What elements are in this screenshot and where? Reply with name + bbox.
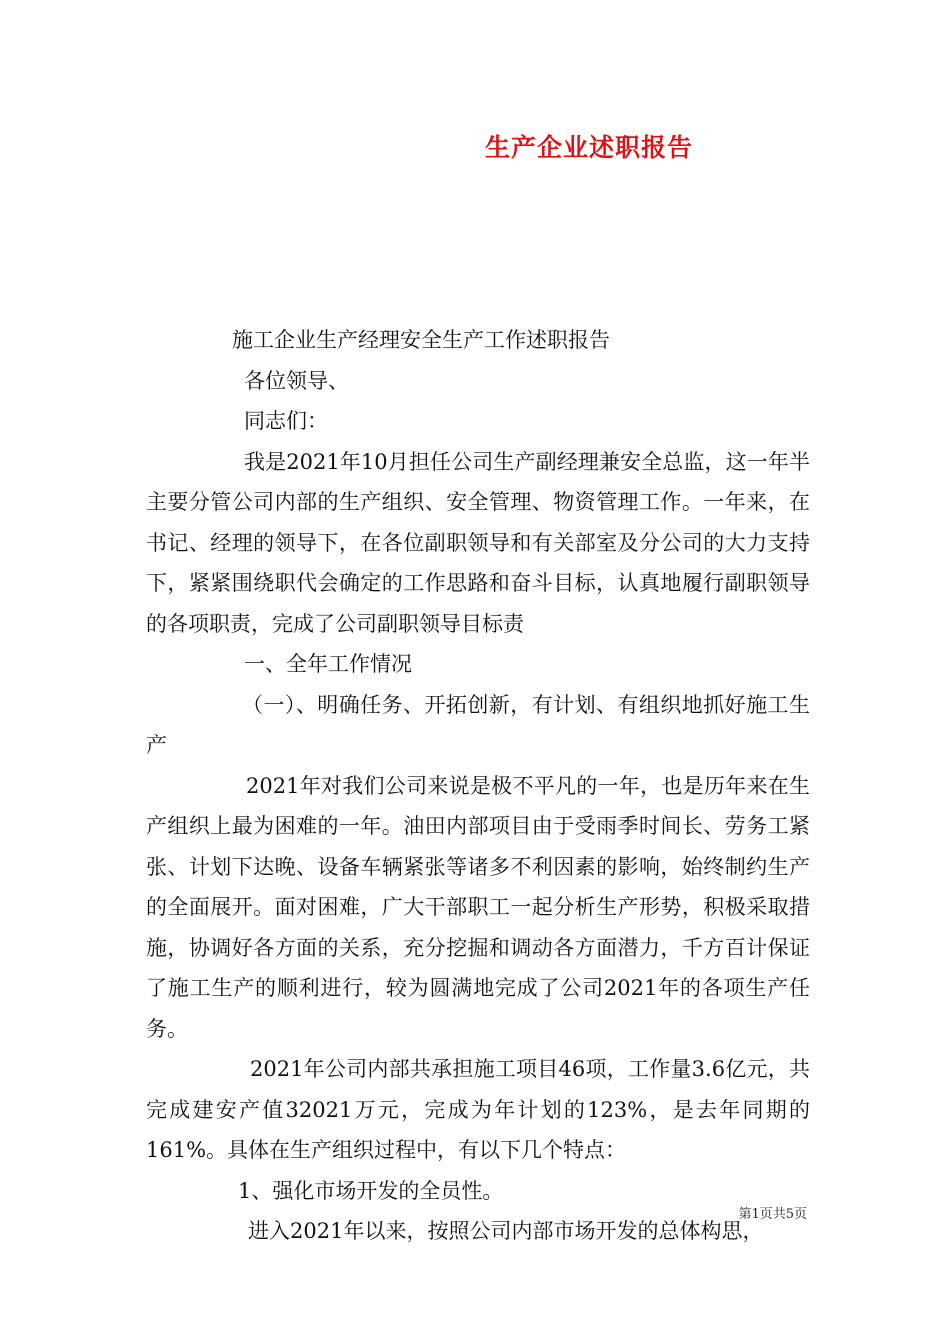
report-subtitle: 施工企业生产经理安全生产工作述职报告	[232, 328, 610, 352]
page-number-footer: 第1页共5页	[738, 1207, 807, 1222]
paragraph-2021-overview: 2021年对我们公司来说是极不平凡的一年，也是历年来在生产组织上最为困难的一年。油田内部项目由于受雨季时间长、劳务工紧张、计划下达晚、设备车辆紧张等诸多不利因素的影响，始终制约生产的全面展开。面对困难，广大干部职工一起分析生产形势，积极采取措施，协调好各方面的关系，充分挖掘和调动各方面潜力，千方百计保证了施工生产的顺利进行，较为圆满地完成了公司2021年的各项生产任务。	[146, 773, 810, 1041]
document-title: 生产企业述职报告	[484, 133, 693, 162]
paragraph-2021-stats: 2021年公司内部共承担施工项目46项，工作量3.6亿元，共完成建安产值32021万元，完成为年计划的123%，是去年同期的161%。具体在生产组织过程中，有以下几个特点：	[146, 1057, 810, 1162]
section-heading-1: 一、全年工作情况	[244, 652, 412, 676]
paragraph-intro: 我是2021年10月担任公司生产副经理兼安全总监，这一年半主要分管公司内部的生产组织、安全管理、物资管理工作。一年来，在书记、经理的领导下，在各位副职领导和有关部室及分公司的大力支持下，紧紧围绕职代会确定的工作思路和奋斗目标，认真地履行副职领导的各项职责，完成了公司副职领导目标责	[146, 449, 810, 636]
document-body	[146, 320, 810, 1252]
paragraph-market: 进入2021年以来，按照公司内部市场开发的总体构思，	[248, 1219, 764, 1243]
salutation-line-2: 同志们：	[244, 409, 328, 433]
subsection-heading-1: （一）、明确任务、开拓创新，有计划、有组织地抓好施工生产	[146, 692, 810, 757]
salutation-line-1: 各位领导、	[244, 368, 349, 393]
list-item-1: 1、强化市场开发的全员性。	[238, 1178, 504, 1203]
